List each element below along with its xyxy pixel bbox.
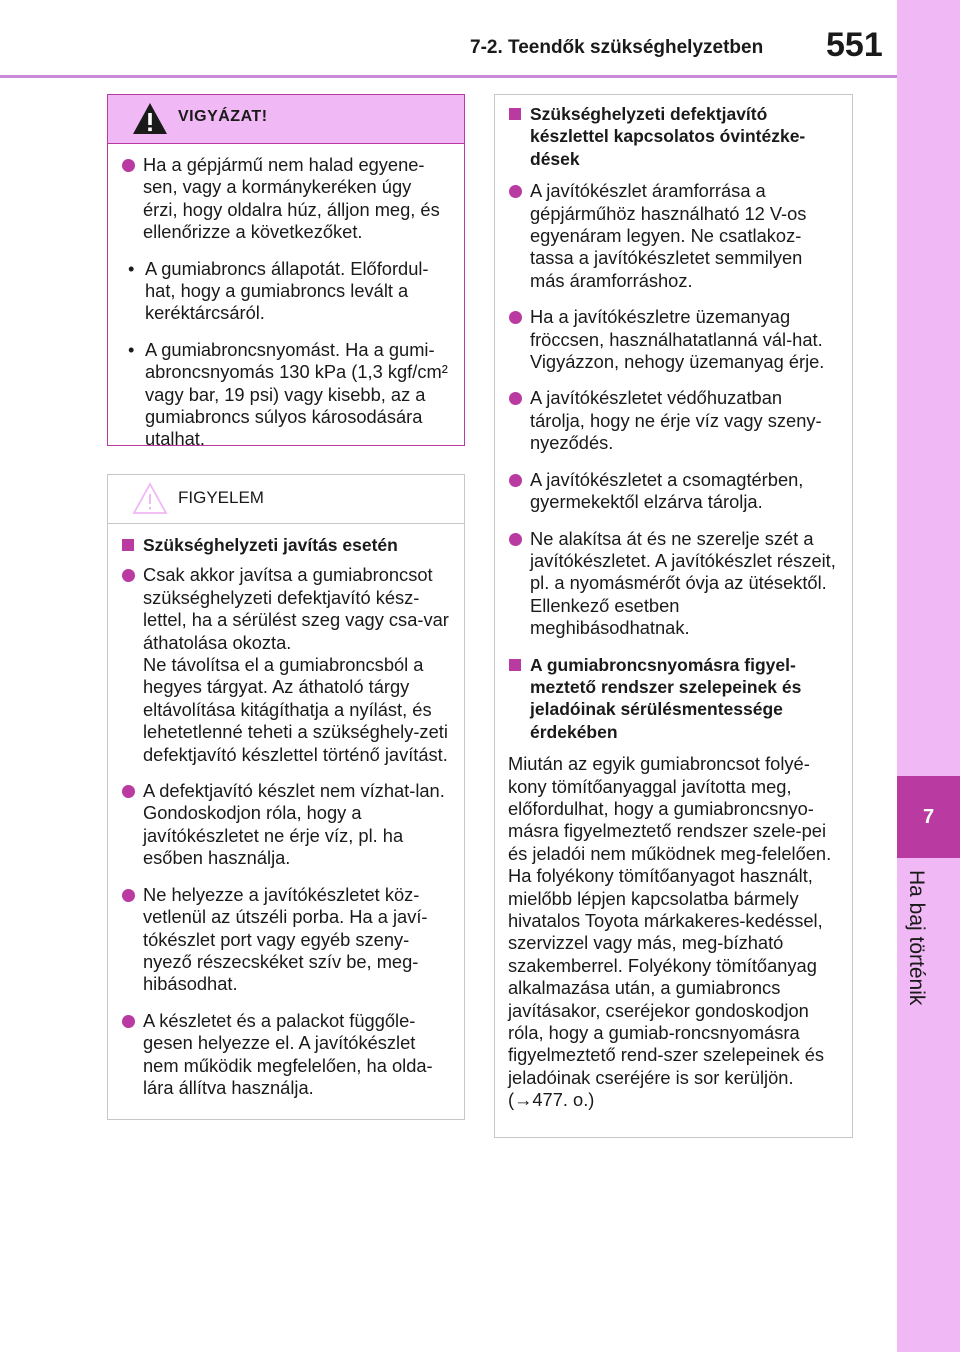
warning-title: VIGYÁZAT! xyxy=(178,108,268,125)
notice-item: Ne helyezze a javítókészletet köz-vetlenül az útszéli porba. Ha a javí-tókészlet port vagy egyéb szeny-nyező részecskéket szív be, meg-hibásodhat. xyxy=(121,884,450,996)
warning-box xyxy=(107,94,465,450)
precaution-item: A javítókészlet áramforrása a gépjárműhöz használható 12 V-os egyenáram legyen. Ne csatlakoz-tassa a javítókészletet semmilyen más áramforráshoz. xyxy=(508,180,838,292)
warning-point: • A gumiabroncsnyomást. Ha a gumi-abroncsnyomás 130 kPa (1,3 kgf/cm² vagy bar, 19 psi) vagy kisebb, az a gumiabroncs súlyos károsodására utalhat. xyxy=(121,339,450,451)
side-tab xyxy=(897,0,960,1352)
chapter-number-tab[interactable]: 7 xyxy=(897,776,960,858)
notice-box-header xyxy=(108,475,464,524)
precautions-box xyxy=(494,94,853,1138)
precaution-item: Ne alakítsa át és ne szerelje szét a javítókészletet. A javítókészlet részeit, pl. a nyomásmérőt óvja az ütésektől. Ellenkező esetben meghibásodhatnak. xyxy=(508,528,838,640)
warning-point: • A gumiabroncs állapotát. Előfordul-hat, hogy a gumiabroncs levált a keréktárcsáról. xyxy=(121,258,450,325)
chapter-label: Ha baj történik xyxy=(905,870,928,1006)
notice-item: Csak akkor javítsa a gumiabroncsot szükséghelyzeti defektjavító kész-lettel, ha a sérülést szeg vagy csa-var áthatolása okozta. Ne távolítsa el a gumiabroncsból a hegyes tárgyat. Az áthatoló tárgy eltávolítása kitágíthatja a nyílást, és lehetetlenné teheti a szükséghely-zeti defektjavító készlettel történő javítást. xyxy=(121,564,450,766)
warning-intro: Ha a gépjármű nem halad egyene-sen, vagy a kormánykeréken úgy érzi, hogy oldalra húz, álljon meg, és ellenőrizze a következőket. xyxy=(121,154,450,244)
tpms-paragraph: Miután az egyik gumiabroncsot folyé-kony tömítőanyaggal javította meg, előfordulhat, hogy a gumiabroncsnyo-másra figyelmeztető rendszer szele-pei és jeladói nem működnek meg-felelően. Ha folyékony tömítőanyagot használt, mielőbb lépjen kapcsolatba bármely hivatalos Toyota márkakeres-kedéssel, szervizzel vagy más, meg-bízható szakemberrel. Folyékony tömítőanyag alkalmazása után, a gumiabroncs javításakor, cseréjekor gondoskodjon róla, hogy a gumiab-roncsnyomásra figyelmeztető rend-szer szelepeinek és jeladóinak cseréjére is sor kerüljön. (→477. o.) xyxy=(508,753,832,1111)
notice-title: FIGYELEM xyxy=(178,488,264,507)
precautions-section-title: Szükséghelyzeti defektjavító készlettel kapcsolatos óvintézke-dések xyxy=(508,103,838,170)
notice-section-title: Szükséghelyzeti javítás esetén xyxy=(121,534,450,556)
precaution-item: A javítókészletet védőhuzatban tárolja, hogy ne érje víz vagy szeny-nyeződés. xyxy=(508,387,838,454)
warning-box-header xyxy=(108,95,464,144)
precaution-item: Ha a javítókészletre üzemanyag fröccsen, használhatatlanná vál-hat. Vigyázzon, nehogy üzemanyag érje. xyxy=(508,306,838,373)
precaution-item: A javítókészletet a csomagtérben, gyermekektől elzárva tárolja. xyxy=(508,469,838,514)
caution-triangle-icon xyxy=(131,481,169,517)
section-title: 7-2. Teendők szükséghelyzetben xyxy=(470,37,764,58)
warning-triangle-icon xyxy=(131,101,169,137)
page-number: 551 xyxy=(826,26,883,64)
notice-item: A készletet és a palackot függőle-gesen helyezze el. A javítókészlet nem működik megfelelően, ha olda-lára állítva használja. xyxy=(121,1010,450,1100)
notice-item: A defektjavító készlet nem vízhat-lan. Gondoskodjon róla, hogy a javítókészletet ne érje víz, pl. ha esőben használja. xyxy=(121,780,450,870)
header-rule xyxy=(0,75,897,78)
tpms-section-title: A gumiabroncsnyomásra figyel-meztető rendszer szelepeinek és jeladóinak sérülésmentessége érdekében xyxy=(508,654,838,744)
notice-box xyxy=(107,474,465,1120)
